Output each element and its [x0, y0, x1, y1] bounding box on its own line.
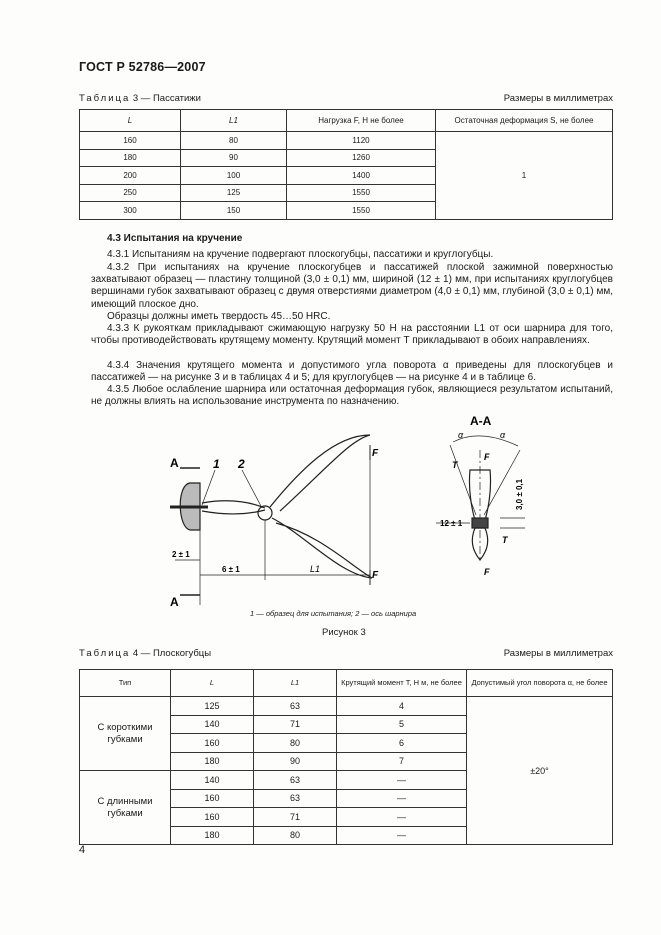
table-cell: 80 — [254, 734, 337, 753]
table4-header-type: Тип — [80, 670, 171, 697]
figure-label-a-top: A — [170, 456, 179, 470]
table3-merged-deformation: 1 — [436, 132, 613, 220]
table-cell: 4 — [337, 697, 467, 716]
table-cell: 125 — [171, 697, 254, 716]
section-specimen — [472, 518, 488, 528]
table4 — [79, 669, 613, 845]
table4-header-angle: Допустимый угол поворота α, не более — [467, 670, 613, 697]
paragraph-4-3-3: 4.3.3 К рукояткам прикладывают сжимающую нагрузку 50 Н на расстоянии L1 от оси шарнира для того, чтобы противодействовать крутящему моменту. Крутящий момент T прикладывают в обоих направлениях. — [91, 323, 613, 347]
table-cell: 63 — [254, 771, 337, 790]
table-cell: 125 — [181, 184, 287, 202]
figure-label-1: 1 — [213, 457, 220, 471]
table4-type-long: С длинными губками — [80, 771, 171, 845]
paragraph-4-3-4: 4.3.4 Значения крутящего момента и допустимого угла поворота α приведены для плоскогубцев и пассатижей — на рисунке 3 и в таблицах 4 и 5; для круглогубцев — на рисунке 4 и в таблице 6. — [91, 360, 613, 384]
figure-label-f-bottom: F — [372, 570, 379, 581]
table-cell: 1550 — [287, 184, 436, 202]
paragraph-4-3-1: 4.3.1 Испытаниям на кручение подвергают плоскогубцы, пассатижи и круглогубцы. — [107, 249, 494, 260]
table4-caption-title: 4 — Плоскогубцы — [130, 648, 212, 659]
table-cell: 250 — [80, 184, 181, 202]
paragraph-hardness: Образцы должны иметь твердость 45…50 HRC. — [107, 311, 331, 322]
hinge-shape — [258, 506, 272, 520]
table-cell: 71 — [254, 715, 337, 734]
table-cell: 63 — [254, 789, 337, 808]
table-row — [80, 132, 613, 150]
table-cell: 71 — [254, 808, 337, 827]
table-cell: — — [337, 826, 467, 845]
table3-header-l: L — [80, 110, 181, 132]
table3-header-l1: L1 — [181, 110, 287, 132]
table4-header-l1: L1 — [254, 670, 337, 697]
page-number: 4 — [79, 844, 86, 856]
table-cell: 140 — [171, 715, 254, 734]
table-cell: 1120 — [287, 132, 436, 150]
paragraph-4-3-2: 4.3.2 При испытаниях на кручение плоскогубцев и пассатижей плоской зажимной поверхностью захватывают образец — пластину толщиной (3,0 ± 0,1) мм, шириной (12 ± 1) мм, при испытаниях круглогубцев вершинами губок захватывают образец с двумя отверстиями диаметром (4,0 ± 0,1) мм, глубиной (3,0 ± 0,1) мм, имеющий плоское дно. — [91, 262, 613, 310]
figure-label-t-top: T — [452, 460, 458, 470]
table-cell: 100 — [181, 167, 287, 185]
table4-caption-prefix: Таблица — [79, 648, 131, 659]
figure-label-2: 2 — [238, 457, 245, 471]
figure-dim-2: 2 ± 1 — [172, 550, 190, 559]
pliers-jaws-shape — [202, 501, 265, 514]
table-cell: 6 — [337, 734, 467, 753]
figure-section-f-bottom: F — [484, 567, 490, 577]
figure-section-title: А-А — [470, 414, 492, 428]
table3-header-row — [80, 110, 613, 132]
table-cell: 80 — [181, 132, 287, 150]
table-cell: 300 — [80, 202, 181, 220]
table-cell: 80 — [254, 826, 337, 845]
table4-header-torque: Крутящий момент T, Н м, не более — [337, 670, 467, 697]
upper-handle-shape — [270, 435, 370, 511]
table-cell: 1550 — [287, 202, 436, 220]
table-cell: 180 — [171, 752, 254, 771]
figure-dim-3: 3,0 ± 0,1 — [515, 478, 524, 510]
figure-dim-12: 12 ± 1 — [440, 519, 463, 528]
table4-caption — [79, 648, 211, 659]
table-cell: — — [337, 808, 467, 827]
figure-caption: Рисунок 3 — [322, 627, 366, 638]
table-cell: — — [337, 771, 467, 790]
page-header: ГОСТ Р 52786—2007 — [79, 60, 206, 74]
table-cell: 1260 — [287, 149, 436, 167]
lower-handle-shape — [272, 518, 372, 578]
table3-units-note: Размеры в миллиметрах — [503, 93, 613, 104]
table-cell: 7 — [337, 752, 467, 771]
figure-label-f-top: F — [372, 448, 379, 459]
figure-3-drawing — [150, 410, 540, 615]
table-cell: 160 — [171, 789, 254, 808]
table4-angle-value: ±20° — [467, 697, 613, 845]
figure-legend: 1 — образец для испытания; 2 — ось шарнира — [250, 609, 417, 618]
table3-header-deform: Остаточная деформация S, не более — [436, 110, 613, 132]
figure-alpha-right: α — [500, 430, 506, 440]
figure-dim-6: 6 ± 1 — [222, 565, 240, 574]
table-cell: 160 — [171, 734, 254, 753]
table-cell: 150 — [181, 202, 287, 220]
figure-label-t-bottom: T — [502, 535, 508, 545]
figure-section-f-top: F — [484, 452, 490, 462]
table-row — [80, 697, 613, 716]
table-cell: 63 — [254, 697, 337, 716]
table3-header-load: Нагрузка F, Н не более — [287, 110, 436, 132]
table-cell: 160 — [171, 808, 254, 827]
table3-caption — [79, 93, 201, 104]
table4-header-l: L — [171, 670, 254, 697]
table3-caption-prefix: Таблица — [79, 93, 131, 104]
figure-label-l1: L1 — [310, 564, 321, 574]
table4-type-short: С короткими губками — [80, 697, 171, 771]
table-cell: 1400 — [287, 167, 436, 185]
table4-units-note: Размеры в миллиметрах — [503, 648, 613, 659]
table-cell: 160 — [80, 132, 181, 150]
table-cell: — — [337, 789, 467, 808]
table-cell: 200 — [80, 167, 181, 185]
table3 — [79, 109, 613, 220]
table-cell: 90 — [254, 752, 337, 771]
table-cell: 140 — [171, 771, 254, 790]
paragraph-4-3-5: 4.3.5 Любое ослабление шарнира или остаточная деформация губок, являющиеся результатом испытаний, не должны влиять на использование инструмента по назначению. — [91, 384, 613, 408]
figure-alpha-left: α — [458, 430, 464, 440]
table-cell: 180 — [80, 149, 181, 167]
table3-caption-title: 3 — Пассатижи — [130, 93, 201, 104]
figure-label-a-bottom: A — [170, 595, 179, 609]
table-cell: 90 — [181, 149, 287, 167]
table-cell: 180 — [171, 826, 254, 845]
table-cell: 5 — [337, 715, 467, 734]
section-title: 4.3 Испытания на кручение — [107, 233, 243, 244]
table4-header-row — [80, 670, 613, 697]
